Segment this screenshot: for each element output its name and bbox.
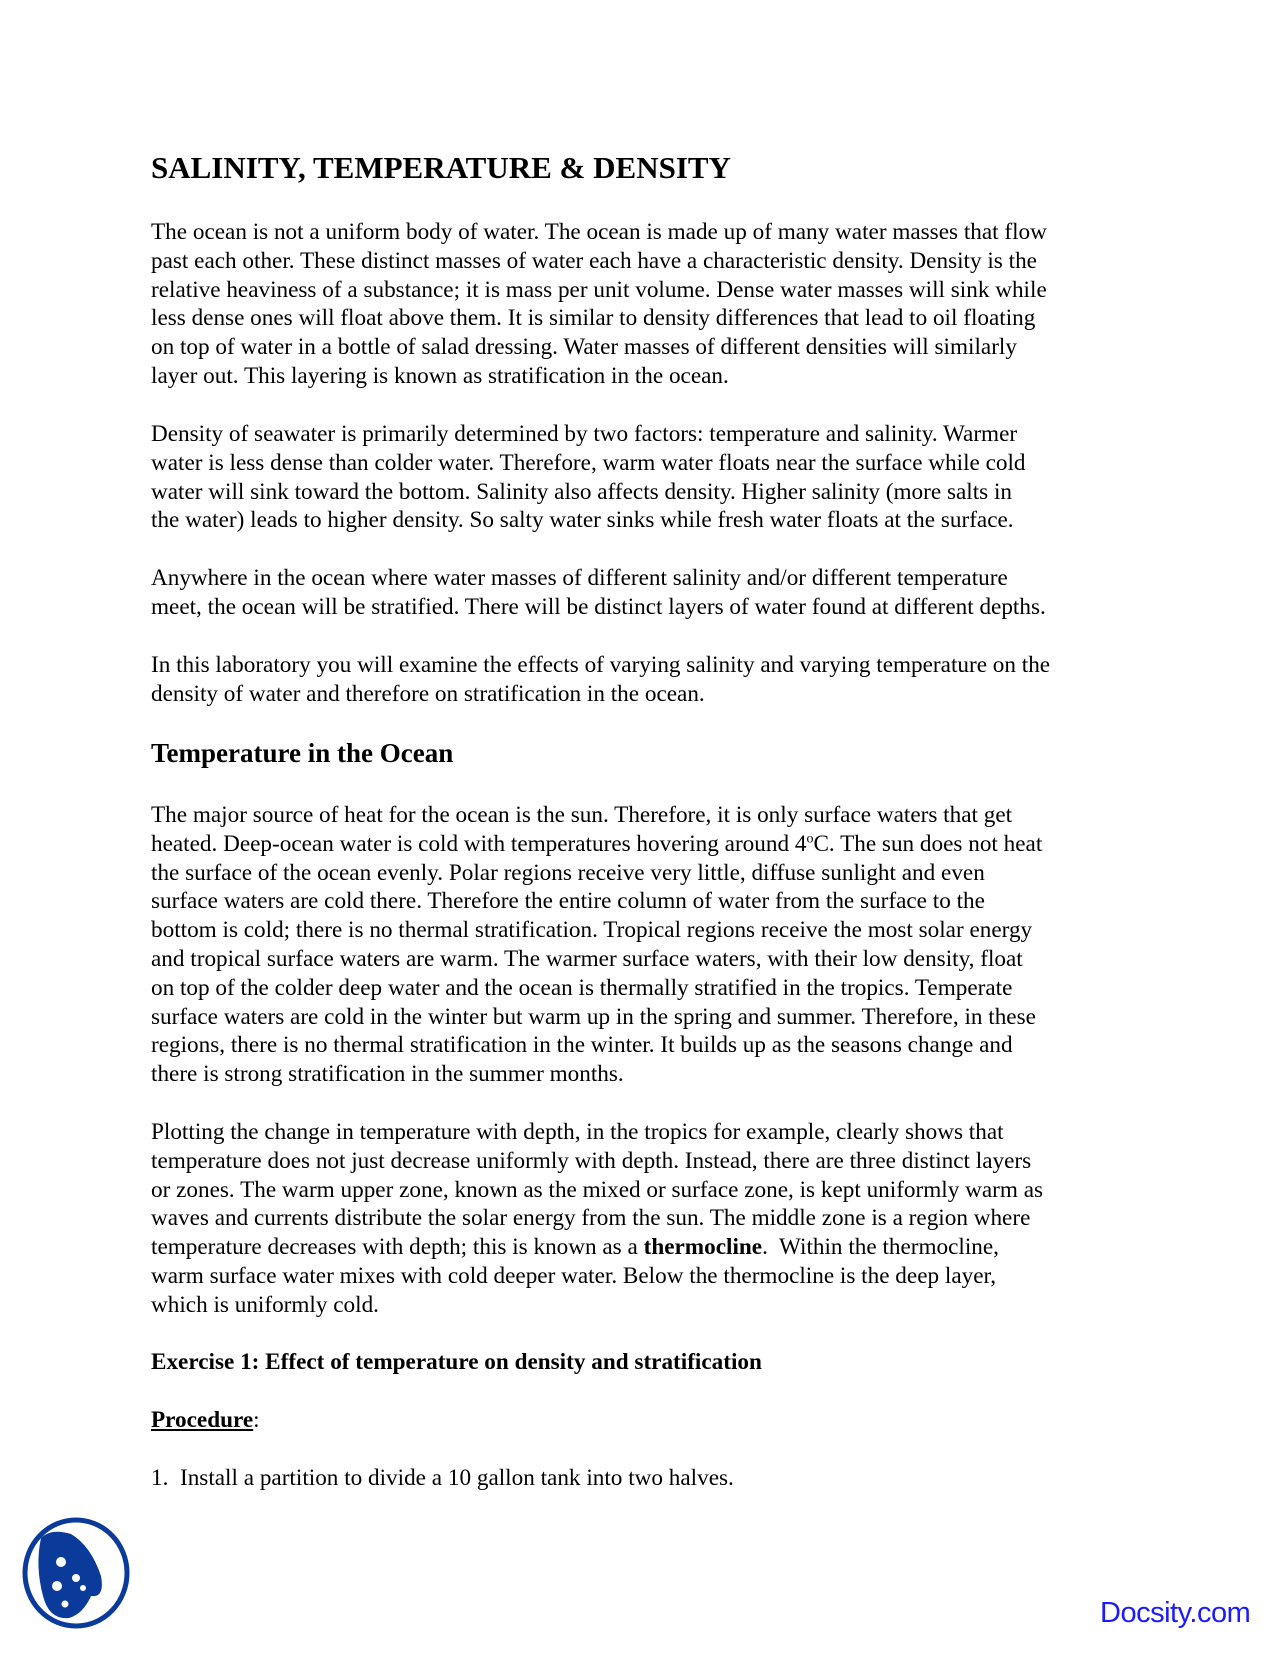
- text-line: temperature does not just decrease uniformly with depth. Instead, there are three distinct layers: [151, 1147, 1032, 1174]
- document-title: SALINITY, TEMPERATURE & DENSITY: [151, 150, 731, 185]
- degree-superscript: o: [806, 831, 814, 847]
- intro-paragraph-1: [151, 218, 1047, 391]
- text-line: [151, 830, 1042, 859]
- text-line: Density of seawater is primarily determined by two factors: temperature and salinity. Warmer: [151, 421, 1018, 447]
- text-segment: temperature decreases with depth; this is known as a: [151, 1234, 644, 1261]
- text-line: past each other. These distinct masses of water each have a characteristic density. Density is the: [151, 247, 1037, 274]
- text-line: the surface of the ocean evenly. Polar regions receive very little, diffuse sunlight and even: [151, 859, 985, 886]
- exercise-heading: Exercise 1: Effect of temperature on density and stratification: [151, 1349, 762, 1375]
- text-line: layer out. This layering is known as stratification in the ocean.: [151, 362, 729, 389]
- procedure-step: 1. Install a partition to divide a 10 gallon tank into two halves.: [151, 1465, 734, 1491]
- text-line: surface waters are cold in the winter but warm up in the spring and summer. Therefore, in these: [151, 1003, 1036, 1030]
- text-line: surface waters are cold there. Therefore the entire column of water from the surface to the: [151, 888, 985, 915]
- text-line: The major source of heat for the ocean is the sun. Therefore, it is only surface waters that get: [151, 802, 1013, 828]
- text-line: The ocean is not a uniform body of water. The ocean is made up of many water masses that flow: [151, 219, 1047, 245]
- text-segment: . Within the thermocline,: [762, 1234, 999, 1261]
- text-segment: heated. Deep-ocean water is cold with temperatures hovering around 4: [151, 830, 807, 857]
- text-line: Plotting the change in temperature with depth, in the tropics for example, clearly shows that: [151, 1119, 1004, 1145]
- bold-term: thermocline: [643, 1234, 763, 1261]
- procedure-colon: :: [253, 1407, 260, 1433]
- text-line: which is uniformly cold.: [151, 1291, 379, 1318]
- intro-paragraph-2: [151, 420, 1026, 535]
- text-line: the water) leads to higher density. So salty water sinks while fresh water floats at the surface.: [151, 507, 1014, 534]
- text-line: water is less dense than colder water. Therefore, warm water floats near the surface while cold: [151, 449, 1026, 476]
- text-line: density of water and therefore on stratification in the ocean.: [151, 680, 705, 707]
- text-line: on top of water in a bottle of salad dressing. Water masses of different densities will similarly: [151, 334, 1017, 361]
- text-line: warm surface water mixes with cold deeper water. Below the thermocline is the deep layer,: [151, 1262, 997, 1289]
- text-line: waves and currents distribute the solar energy from the sun. The middle zone is a region where: [151, 1205, 1031, 1232]
- text-line: or zones. The warm upper zone, known as the mixed or surface zone, is kept uniformly warm as: [151, 1176, 1044, 1203]
- procedure-heading: [151, 1406, 260, 1435]
- text-line: and tropical surface waters are warm. The warmer surface waters, with their low density, float: [151, 945, 1023, 972]
- intro-paragraph-4: [151, 651, 1050, 709]
- section-heading: Temperature in the Ocean: [151, 738, 454, 768]
- text-line: on top of the colder deep water and the ocean is thermally stratified in the tropics. Temperate: [151, 974, 1013, 1001]
- procedure-label: Procedure: [151, 1407, 254, 1433]
- text-line: regions, there is no thermal stratification in the winter. It builds up as the seasons change and: [151, 1032, 1013, 1059]
- thermocline-paragraph: [151, 1118, 1043, 1320]
- text-segment: C. The sun does not heat: [813, 830, 1043, 857]
- text-line: water will sink toward the bottom. Salinity also affects density. Higher salinity (more salts in: [151, 478, 1013, 505]
- temperature-paragraph: [151, 801, 1042, 1089]
- docsity-watermark[interactable]: Docsity.com: [1100, 1597, 1251, 1629]
- text-line: Anywhere in the ocean where water masses of different salinity and/or different temperature: [151, 565, 1008, 591]
- text-line: there is strong stratification in the summer months.: [151, 1061, 624, 1088]
- docsity-logo-icon: [21, 1516, 131, 1630]
- text-line: less dense ones will float above them. It is similar to density differences that lead to oil floating: [151, 305, 1036, 332]
- text-line: relative heaviness of a substance; it is mass per unit volume. Dense water masses will sink while: [151, 276, 1047, 303]
- text-line: meet, the ocean will be stratified. There will be distinct layers of water found at different depths.: [151, 593, 1046, 620]
- intro-paragraph-3: [151, 564, 1046, 622]
- text-line: [151, 1233, 1043, 1262]
- text-line: In this laboratory you will examine the effects of varying salinity and varying temperature on the: [151, 652, 1051, 678]
- text-line: bottom is cold; there is no thermal stratification. Tropical regions receive the most solar energy: [151, 917, 1033, 944]
